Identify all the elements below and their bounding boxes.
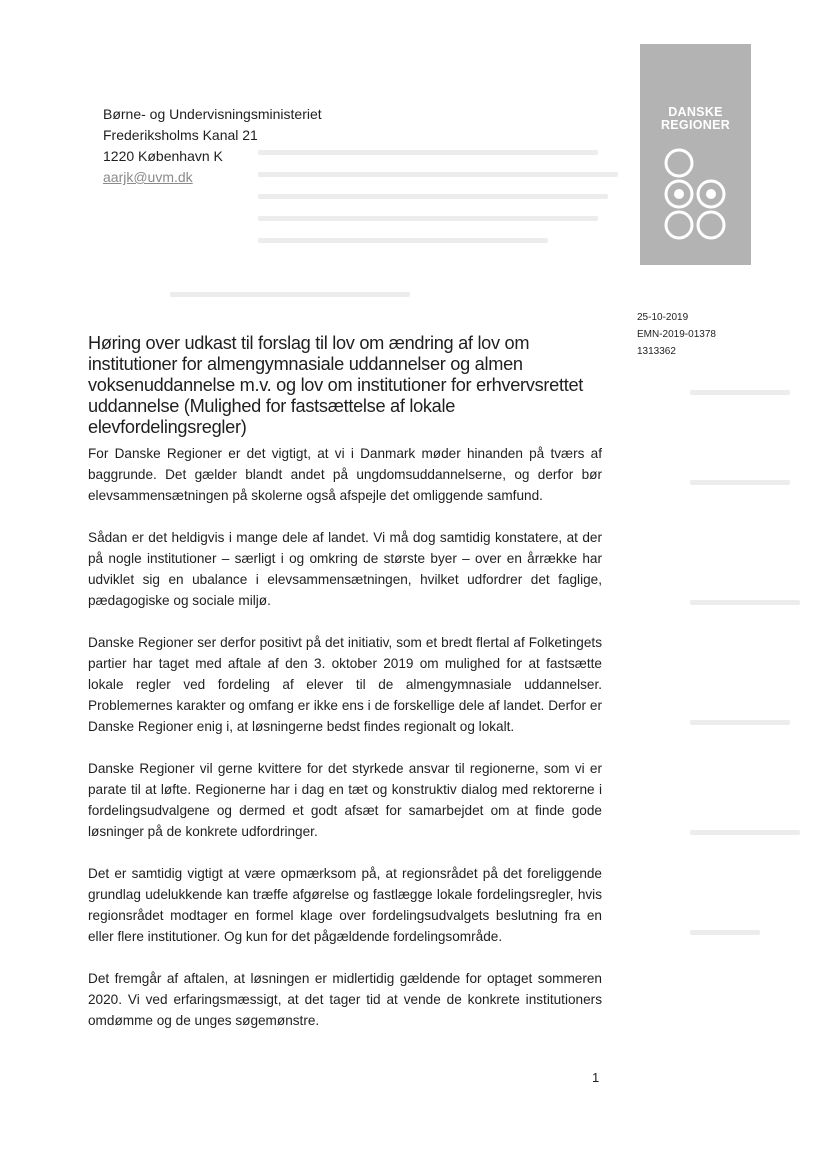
body-paragraph: For Danske Regioner er det vigtigt, at vi i Danmark møder hinanden på tværs af baggrunde. Det gælder blandt andet på ungdomsuddannelserne, og derfor bør elevsammensætningen på skolerne også afspejle det omliggende samfund. xyxy=(88,446,602,503)
recipient-address xyxy=(103,104,322,188)
letter-title: Høring over udkast til forslag til lov om ændring af lov om institutioner for almengymnasiale uddannelser og almen voksenuddannelse m.v. og lov om institutioner for erhvervsrettet uddannelse (Mulighed for fastsættelse af lokale elevfordelingsregler) xyxy=(88,333,584,437)
recipient-city: 1220 København K xyxy=(103,148,223,164)
bleed-through-mark xyxy=(690,480,790,485)
logo-text-line1: DANSKE xyxy=(668,105,723,119)
body-paragraph: Danske Regioner ser derfor positivt på det initiativ, som et bredt flertal af Folketingets partier har taget med aftale af den 3. oktober 2019 om mulighed for at fastsætte lokale regler ved fordeling af elever til de almengymnasiale uddannelser. Problemernes karakter og omfang er ikke ens i de forskellige dele af landet. Derfor er Danske Regioner enig i, at løsningerne bedst findes regionalt og lokalt. xyxy=(88,635,602,734)
body-paragraph: Det er samtidig vigtigt at være opmærksom på, at regionsrådet på det foreliggende grundlag udelukkende kan træffe afgørelse og fastlægge lokale fordelingsregler, hvis regionsrådet modtager en formel klage over fordelingsudvalgets beslutning fra en eller flere institutioner. Og kun for det pågældende fordelingsområde. xyxy=(88,866,602,944)
logo-text-line2: REGIONER xyxy=(660,118,731,132)
case-number: EMN-2019-01378 xyxy=(637,329,716,340)
bleed-through-mark xyxy=(258,194,608,199)
logo-circles-icon xyxy=(640,44,751,265)
bleed-through-mark xyxy=(258,216,598,221)
recipient-street: Frederiksholms Kanal 21 xyxy=(103,127,258,143)
page-number: 1 xyxy=(592,1070,600,1085)
bleed-through-mark xyxy=(258,238,548,243)
bleed-through-mark xyxy=(690,930,760,935)
document-meta xyxy=(637,309,716,360)
body-paragraph: Danske Regioner vil gerne kvittere for det styrkede ansvar til regionerne, som vi er parate til at løfte. Regionerne har i dag en tæt og konstruktiv dialog med rektorerne i fordelingsudvalgene og dermed et godt afsæt for samarbejdet om at finde gode løsninger på de konkrete udfordringer. xyxy=(88,761,602,839)
danske-regioner-logo xyxy=(640,44,751,265)
recipient-email-link[interactable]: aarjk@uvm.dk xyxy=(103,169,193,185)
bleed-through-mark xyxy=(170,292,410,297)
body-paragraph: Det fremgår af aftalen, at løsningen er midlertidig gældende for optaget sommeren 2020. Vi ved erfaringsmæssigt, at det tager tid at vende de konkrete institutioners omdømme og de unges søgemønstre. xyxy=(88,971,602,1028)
bleed-through-mark xyxy=(690,830,800,835)
bleed-through-mark xyxy=(690,720,790,725)
body-paragraph: Sådan er det heldigvis i mange dele af landet. Vi må dog samtidig konstatere, at der på nogle institutioner – særligt i og omkring de største byer – over en årrække har udviklet sig en ubalance i elevsammensætningen, hvilket udfordrer det faglige, pædagogiske og sociale miljø. xyxy=(88,530,602,608)
recipient-name: Børne- og Undervisningsministeriet xyxy=(103,106,322,122)
document-date: 25-10-2019 xyxy=(637,312,689,323)
letter-body xyxy=(88,443,602,1052)
bleed-through-mark xyxy=(690,600,800,605)
bleed-through-mark xyxy=(690,390,790,395)
document-number: 1313362 xyxy=(637,346,676,357)
